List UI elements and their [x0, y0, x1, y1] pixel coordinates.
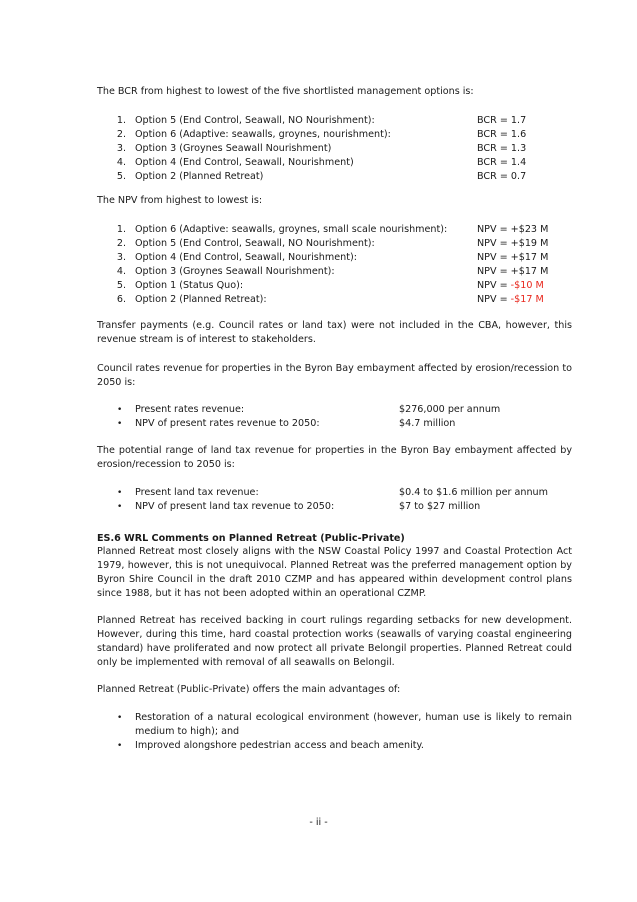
list-item: Restoration of a natural ecological environment (however, human use is likely to remain medium to high); and	[135, 712, 572, 737]
list-item: 6. Option 2 (Planned Retreat): NPV = -$17 M	[116, 294, 544, 305]
bcr-intro: The BCR from highest to lowest of the five shortlisted management options is:	[97, 86, 474, 97]
bullet: •	[117, 405, 123, 415]
list-item: 5. Option 2 (Planned Retreat) BCR = 0.7	[116, 171, 527, 182]
list-item: • Present land tax revenue: $0.4 to $1.6 million per annum	[117, 487, 548, 498]
list-item: 1. Option 6 (Adaptive: seawalls, groynes, small scale nourishment): NPV = +$23 M	[116, 224, 549, 235]
bullet: •	[117, 419, 123, 429]
list-item: 4. Option 3 (Groynes Seawall Nourishment): NPV = +$17 M	[116, 266, 549, 277]
list-item: 1. Option 5 (End Control, Seawall, NO Nourishment): BCR = 1.7	[116, 115, 527, 126]
npv-amount: +$19 M	[510, 238, 549, 249]
list-item: Improved alongshore pedestrian access and beach amenity.	[135, 740, 424, 751]
list-item: 3. Option 3 (Groynes Seawall Nourishment) BCR = 1.3	[116, 143, 527, 154]
list-item: • Present rates revenue: $276,000 per annum	[117, 404, 501, 415]
list-item: • NPV of present land tax revenue to 2050: $7 to $27 million	[117, 501, 481, 512]
npv-intro: The NPV from highest to lowest is:	[97, 195, 263, 206]
council-rates-paragraph: Council rates revenue for properties in the Byron Bay embayment affected by erosion/recession to 2050 is:	[97, 363, 572, 388]
list-item: 2. Option 5 (End Control, Seawall, NO Nourishment): NPV = +$19 M	[116, 238, 549, 249]
list-item: 4. Option 4 (End Control, Seawall, Nourishment) BCR = 1.4	[116, 157, 527, 168]
bullet: •	[117, 741, 123, 751]
npv-amount: +$17 M	[510, 266, 549, 277]
bullet: •	[117, 502, 123, 512]
page-number: - ii -	[309, 817, 328, 828]
land-tax-paragraph: The potential range of land tax revenue for properties in the Byron Bay embayment affected by erosion/recession to 2050 is:	[97, 445, 572, 470]
bullet: •	[117, 488, 123, 498]
bullet: •	[117, 713, 123, 723]
list-item: 3. Option 4 (End Control, Seawall, Nourishment): NPV = +$17 M	[116, 252, 549, 263]
list-item: • NPV of present rates revenue to 2050: $4.7 million	[117, 418, 456, 429]
list-item: 5. Option 1 (Status Quo): NPV = -$10 M	[116, 280, 544, 291]
advantages-intro: Planned Retreat (Public-Private) offers the main advantages of:	[97, 684, 401, 695]
list-item: 2. Option 6 (Adaptive: seawalls, groynes, nourishment): BCR = 1.6	[116, 129, 527, 140]
npv-amount-negative: -$17 M	[510, 294, 544, 305]
npv-amount-negative: -$10 M	[510, 280, 544, 291]
section-heading: ES.6 WRL Comments on Planned Retreat (Public-Private)	[97, 533, 405, 544]
transfer-paragraph: Transfer payments (e.g. Council rates or land tax) were not included in the CBA, however, this revenue stream is of interest to stakeholders.	[97, 320, 572, 345]
policy-paragraph: Planned Retreat most closely aligns with the NSW Coastal Policy 1997 and Coastal Protection Act 1979, however, this is not unequivocal. Planned Retreat was the preferred management option by Byron Shire Council in the draft 2010 CZMP and has appeared within development control plans since 1988, but it has not been adopted within an operational CZMP.	[97, 546, 572, 599]
court-rulings-paragraph: Planned Retreat has received backing in court rulings regarding setbacks for new development. However, during this time, hard coastal protection works (seawalls of varying coastal engineering standard) have proliferated and now protect all private Belongil properties. Planned Retreat could only be implemented with removal of all seawalls on Belongil.	[97, 615, 572, 668]
npv-amount: +$17 M	[510, 252, 549, 263]
npv-amount: +$23 M	[510, 224, 549, 235]
